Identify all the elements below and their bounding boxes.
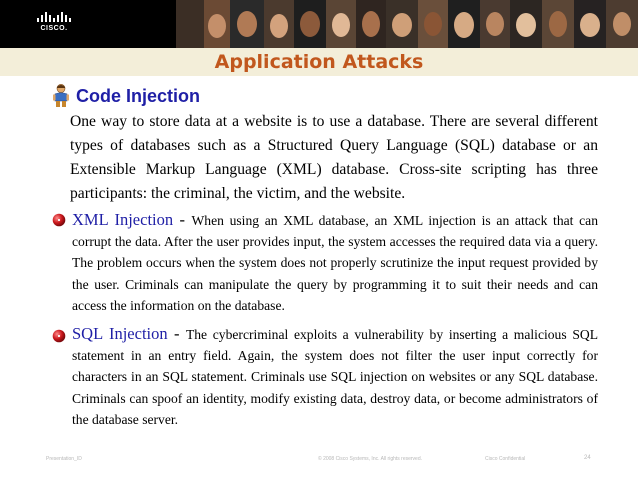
slide-title: Application Attacks (214, 51, 424, 73)
footer-copyright: © 2008 Cisco Systems, Inc. All rights reserved. (318, 456, 423, 462)
person-icon (52, 84, 70, 108)
bullet-icon (52, 329, 66, 343)
footer-page-number: 24 (584, 455, 591, 461)
header-banner (0, 0, 638, 48)
item-separator: - (173, 210, 192, 229)
section-heading: Code Injection (76, 86, 201, 106)
footer-presentation-id: Presentation_ID (46, 456, 82, 462)
logo-text: CISCO. (40, 25, 68, 32)
cisco-logo (34, 10, 74, 38)
item-term: XML Injection (72, 210, 174, 229)
banner-photos (176, 0, 638, 48)
list-item (72, 323, 598, 430)
bullet-icon (52, 213, 66, 227)
item-separator: - (167, 324, 186, 343)
item-term: SQL Injection (72, 324, 168, 343)
intro-paragraph: One way to store data at a website is to use a database. There are several different types of databases such as a Structured Query Language (SQL) database or an Extensible Markup Language (XML) database. Cross-site scripting has three participants: the criminal, the victim, and the website. (70, 113, 598, 202)
cisco-bars-icon (36, 10, 72, 24)
footer-confidential: Cisco Confidential (485, 456, 526, 462)
list-item (72, 209, 598, 316)
item-text: When using an XML database, an XML injection is an attack that can corrupt the data. After the user provides input, the system accesses the required data via a query. The problem occurs when the system does not properly scrutinize the input request provided by the user. Criminals can manipulate the query by programming it to suit their needs and can access the information on the database. (72, 213, 598, 313)
item-text: The cybercriminal exploits a vulnerability by inserting a malicious SQL statement in an entry field. Again, the system does not filter the user input correctly for characters in an SQL statement. Criminals use SQL injection on websites or any SQL database. Criminals can spoof an identity, modify existing data, destroy data, or become administrators of the database server. (72, 327, 599, 427)
